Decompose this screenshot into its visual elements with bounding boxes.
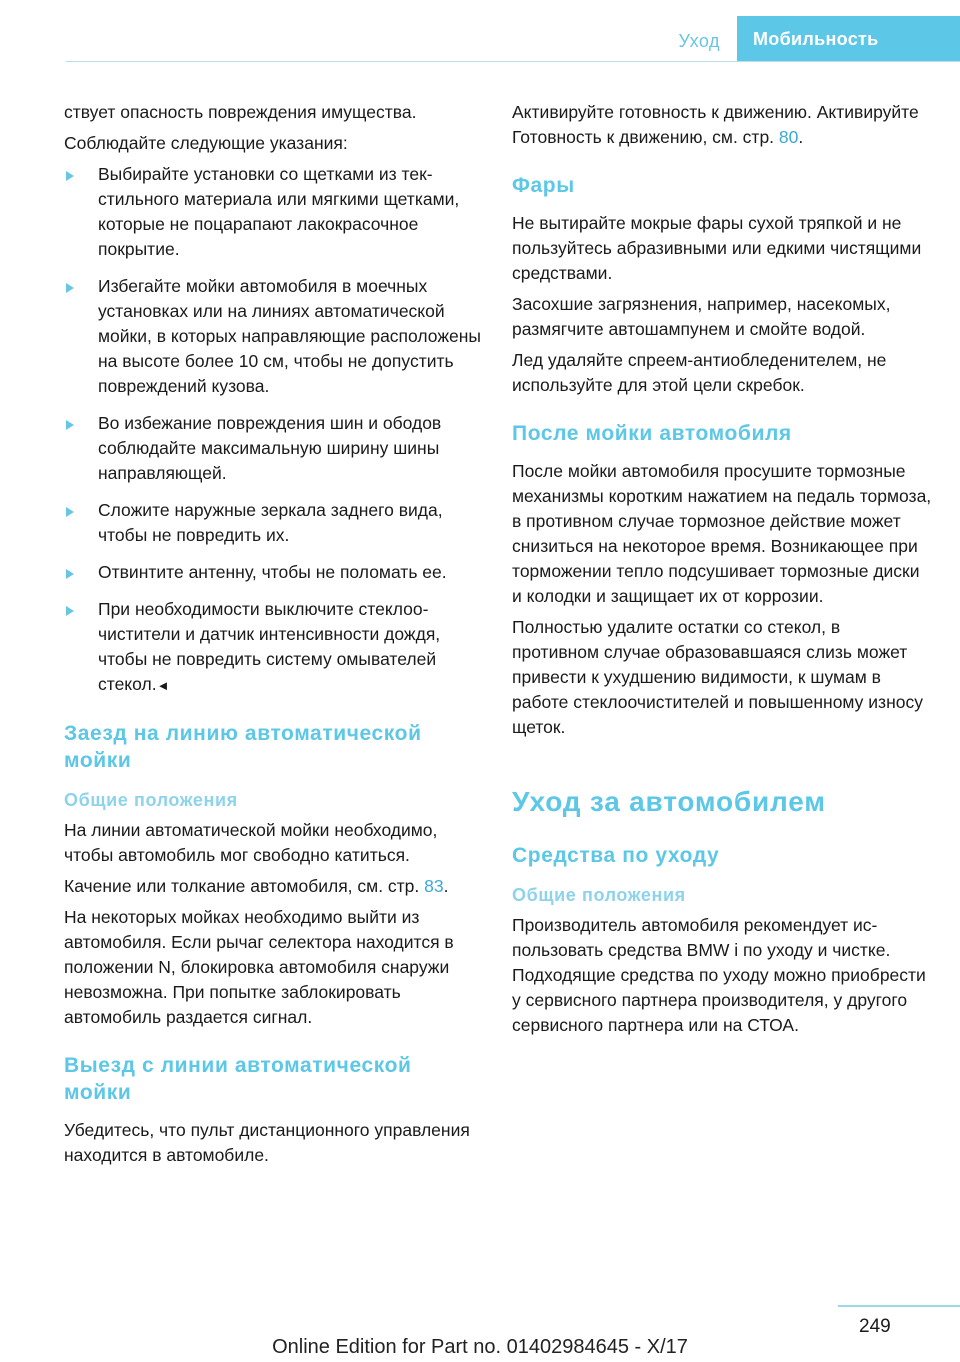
bullet-triangle-icon	[66, 283, 74, 293]
bullet-triangle-icon	[66, 171, 74, 181]
general-paragraph-1: Производитель автомобиля рекомендует использовать средства BMW i по уходу и чистке. Подходящие средства по уходу можно приобрести у сервисного партнера производителя, у другого сервисного партнера или на СТОА.	[512, 915, 926, 1035]
left-column	[64, 100, 484, 1174]
bullet-triangle-icon	[66, 606, 74, 616]
page-number: 249	[859, 1316, 891, 1337]
list-item: Выбирайте установки со щетками из текстильного материала или мягкими щетками, которые не поцарапают лакокрасочное покрытие.	[64, 162, 484, 262]
heading-care-products: Средства по уходу	[512, 844, 720, 867]
after-paragraph-1: После мойки автомобиля просушите тормозные механизмы коротким нажатием на педаль тормоза, в противном случае тормозное действие может снизиться на некоторое время. Возникающее при торможении тепло подсушивает тормозные диски и колодки и защищает их от коррозии.	[512, 461, 932, 606]
lights-paragraph-2: Засохшие загрязнения, например, насекомых, размягчите автошампунем и смойте водой.	[512, 294, 891, 339]
exit-paragraph-1: Убедитесь, что пульт дистанционного управления находится в автомобиле.	[64, 1120, 470, 1165]
header-tab-mobility[interactable]: Мобильность	[737, 16, 960, 61]
after-paragraph-2: Полностью удалите остатки со стекол, в противном случае образовавшаяся слизь может привести к ухудшению видимости, к шумам в работе стеклоочистителей и повышенному износу щеток.	[512, 617, 923, 737]
entry-paragraph-1: На линии автоматической мойки необходимо, чтобы автомобиль мог свободно катиться.	[64, 820, 438, 865]
header-tab-care[interactable]: Уход	[678, 31, 720, 51]
footer-edition: Online Edition for Part no. 01402984645 - X/17	[272, 1336, 688, 1358]
list-item: Во избежание повреждения шин и ободов соблюдайте максимальную ширину шины направляющей.	[64, 411, 484, 486]
bullet-triangle-icon	[66, 569, 74, 579]
end-mark-icon: ◄	[156, 678, 170, 693]
page-number-rule	[838, 1305, 960, 1307]
intro-line-1: ствует опасность повреждения имущества.	[64, 102, 417, 122]
list-item: При необходимости выключите стеклоочистители и датчик интенсивности дождя, чтобы не повредить систему омывателей стекол.◄	[64, 597, 484, 698]
list-item: Сложите наружные зеркала заднего вида, чтобы не повредить их.	[64, 498, 484, 548]
subheading-entry-general: Общие положения	[64, 790, 238, 810]
heading-lights: Фары	[512, 174, 575, 197]
lights-paragraph-3: Лед удаляйте спреем-антиобледенителем, не используйте для этой цели скребок.	[512, 350, 887, 395]
right-column	[512, 100, 932, 1044]
intro-line-2: Соблюдайте следующие указания:	[64, 133, 348, 153]
bullet-triangle-icon	[66, 420, 74, 430]
heading-exit: Выезд с линии автоматической мойки	[64, 1054, 412, 1104]
list-item: Отвинтите антенну, чтобы не поломать ее.	[64, 560, 484, 585]
heading-entry: Заезд на линию автоматической мойки	[64, 722, 422, 772]
list-item: Избегайте мойки автомобиля в моечных установках или на линиях автоматической мойки, в которых направляющие расположены на высоте более 10 см, чтобы не допустить повреждений кузова.	[64, 274, 484, 399]
bullet-triangle-icon	[66, 507, 74, 517]
heading-car-care: Уход за автомобилем	[512, 786, 826, 817]
ready-paragraph: Активируйте готовность к движению. Активируйте Готовность к движению, см. стр. 80.	[512, 102, 919, 147]
lights-paragraph-1: Не вытирайте мокрые фары сухой тряпкой и не пользуйтесь абразивными или едкими чистящими средствами.	[512, 213, 922, 283]
header-rule	[66, 61, 960, 62]
page-link-80[interactable]: 80	[778, 127, 799, 147]
page-link-83[interactable]: 83	[424, 876, 444, 896]
entry-paragraph-2: Качение или толкание автомобиля, см. стр. 83.	[64, 876, 449, 896]
subheading-general: Общие положения	[512, 885, 686, 905]
heading-after-wash: После мойки автомобиля	[512, 422, 792, 445]
entry-paragraph-3: На некоторых мойках необходимо выйти из автомобиля. Если рычаг селектора находится в положении N, блокировка автомобиля снаружи невозможна. При попытке заблокировать автомобиль раздается сигнал.	[64, 907, 454, 1027]
wash-instructions-list	[64, 162, 484, 698]
